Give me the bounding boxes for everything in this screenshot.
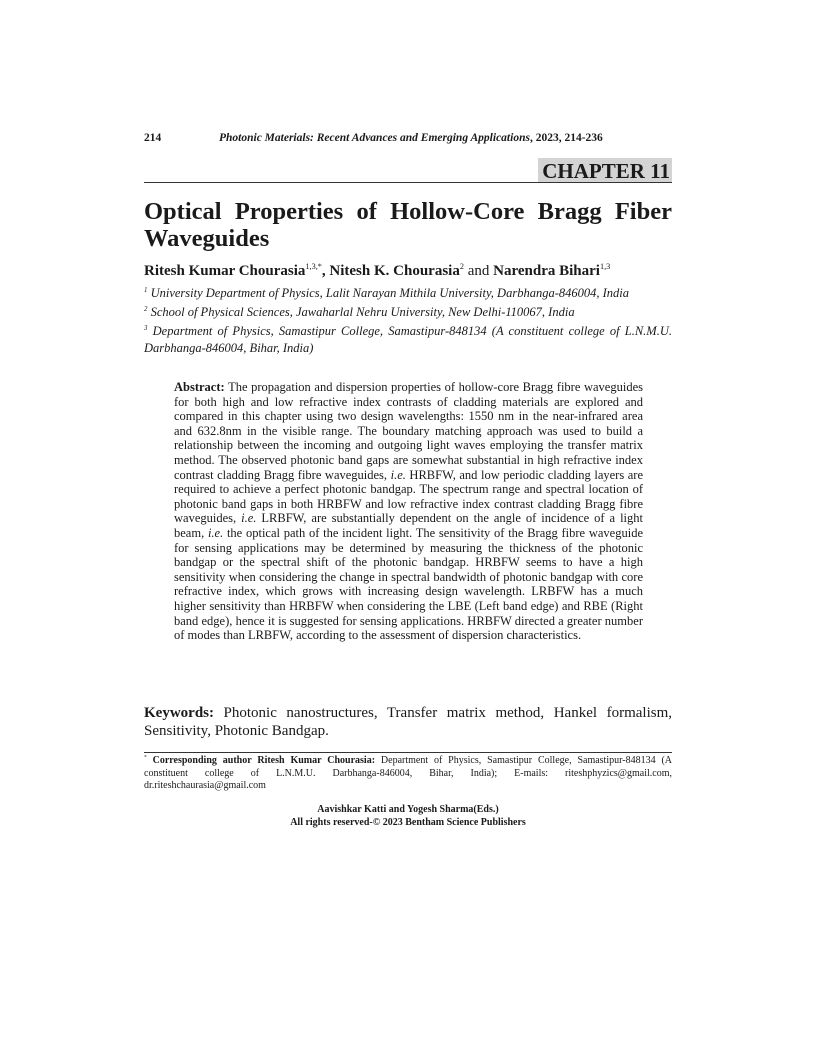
abstract-label: Abstract: — [174, 380, 225, 394]
affiliation-mark: 3 — [144, 324, 148, 332]
affiliation — [144, 304, 672, 321]
author-list — [144, 262, 672, 280]
author-name: Narendra Bihari — [493, 263, 600, 279]
footnote-divider — [144, 752, 672, 753]
abstract-ie: i.e. — [241, 511, 257, 526]
affiliation-mark: 2 — [144, 305, 148, 313]
affiliation-text: Department of Physics, Samastipur College, Samastipur-848134 (A constituent college of L.N.M.U. Darbhanga-846004, Bihar, India) — [144, 324, 673, 355]
author-name: Nitesh K. Chourasia — [329, 263, 460, 279]
header-divider — [144, 182, 672, 183]
article-title: Optical Properties of Hollow-Core Bragg Fiber Waveguides — [144, 198, 672, 252]
author-affiliation-mark: 2 — [459, 262, 464, 271]
copyright-line: All rights reserved-© 2023 Bentham Science Publishers — [290, 817, 526, 828]
publisher-block — [144, 803, 672, 829]
keywords — [144, 704, 672, 740]
abstract-ie: i.e. — [207, 525, 224, 540]
footnote-label: Corresponding author Ritesh Kumar Chourasia: — [146, 755, 376, 766]
corresponding-author-footnote — [144, 755, 672, 793]
abstract-text: The propagation and dispersion properties of hollow-core Bragg fibre waveguides for both high and low refractive index contrasts of cladding materials are explored and compared in this chapter using two design wavelengths: 1550 nm in the near-infrared area and 632.8nm in the visible range. The boundary matching approach was used to build a relationship between the incoming and outgoing light waves employing the transfer matrix method. The observed photonic band gaps are somewhat substantial in high refractive index contrast cladding Bragg fibre waveguides, — [174, 380, 643, 482]
abstract-text: the optical path of the incident light. The sensitivity of the Bragg fibre waveguide for sensing applications may be determined by measuring the thickness of the photonic bandgap or the spectral shift of the photonic bandgap. HRBFW seems to have a high sensitivity when considering the change in spectral bandwidth of photonic bandgap with core refractive index, which grows with increasing design wavelength. LRBFW has a much higher sensitivity than HRBFW when considering the LBE (Left band edge) and RBE (Right band edge), hence it is suggested for sensing applications. HRBFW directed a greater number of modes than LRBFW, according to the assessment of dispersion characteristics. — [174, 525, 643, 643]
footnote-text: Department of Physics, Samastipur College, Samastipur-848134 (A constituent college of L.N.M.U. Darbhanga-846004, Bihar, India); E-mails: riteshphyzics@gmail.com, dr.riteshchaurasia@gmail.com — [144, 755, 672, 791]
abstract — [174, 380, 643, 643]
journal-title: Photonic Materials: Recent Advances and Emerging Applications — [219, 132, 530, 144]
affiliation — [144, 285, 672, 302]
author-name: Ritesh Kumar Chourasia — [144, 263, 306, 279]
abstract-ie: i.e. — [390, 467, 406, 482]
footnote-mark: * — [144, 754, 147, 761]
abstract-text: LRBFW, are substantially dependent on the angle of incidence of a light beam, — [174, 511, 644, 540]
affiliation — [144, 323, 672, 357]
editors-line: Aavishkar Katti and Yogesh Sharma(Eds.) — [317, 804, 499, 815]
abstract-text: HRBFW, and low periodic cladding layers are required to achieve a perfect photonic bandgap. The spectrum range and spectral location of photonic band gaps in both HRBFW and low refractive index contrast cladding Bragg fibre waveguides, — [174, 467, 643, 526]
author-conjunction: and — [463, 263, 494, 279]
author-affiliation-mark: 1,3,* — [305, 262, 322, 271]
keywords-label: Keywords: — [144, 705, 214, 721]
author-affiliation-mark: 1,3 — [599, 262, 611, 271]
journal-citation — [219, 132, 603, 144]
page-number: 214 — [144, 132, 162, 144]
keywords-text: Photonic nanostructures, Transfer matrix method, Hankel formalism, Sensitivity, Photonic Bandgap. — [144, 705, 672, 739]
affiliation-text: University Department of Physics, Lalit Narayan Mithila University, Darbhanga-846004, India — [150, 286, 629, 300]
journal-year-pages: , 2023, 214-236 — [529, 132, 603, 144]
chapter-label: CHAPTER 11 — [538, 158, 672, 183]
affiliation-text: School of Physical Sciences, Jawaharlal Nehru University, New Delhi-110067, India — [150, 305, 575, 319]
author-separator: , — [321, 263, 330, 279]
affiliation-mark: 1 — [144, 286, 148, 294]
